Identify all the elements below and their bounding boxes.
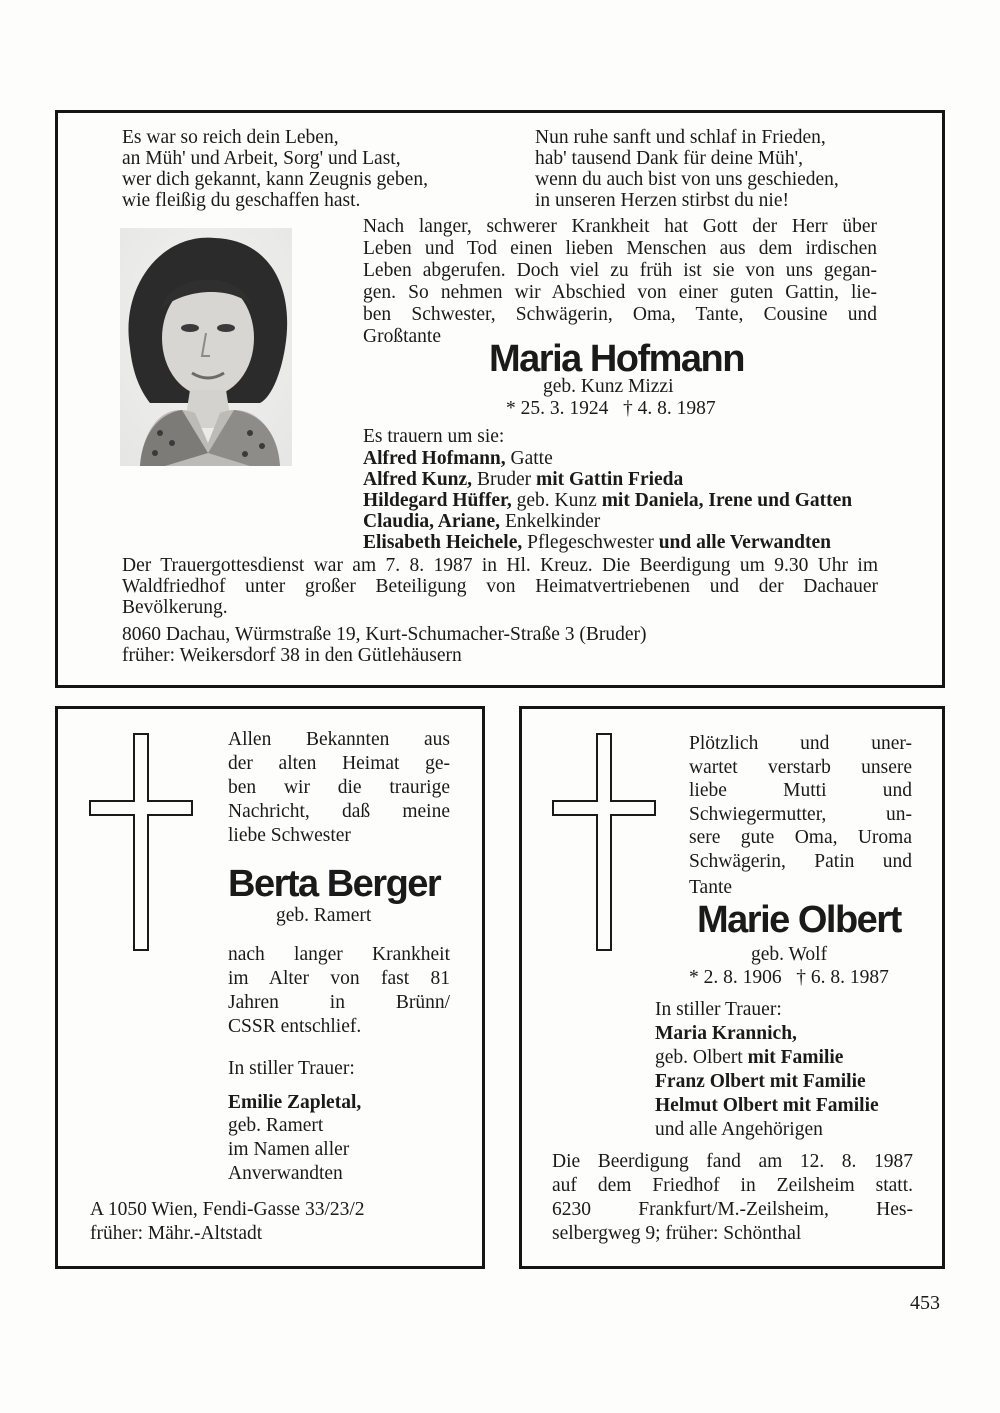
text-line: ben Schwester, Schwägerin, Oma, Tante, Cousine und bbox=[363, 304, 877, 325]
text-line: der alten Heimat ge- bbox=[228, 753, 450, 774]
text-run: mit Familie bbox=[747, 1047, 844, 1068]
text-line: gen. So nehmen wir Abschied von einer guten Gattin, lie- bbox=[363, 282, 877, 303]
text-line: auf dem Friedhof in Zeilsheim statt. bbox=[552, 1175, 913, 1196]
deceased-name: Berta Berger bbox=[228, 863, 441, 905]
text-line: liebe Mutti und bbox=[689, 780, 912, 802]
birth-name: geb. Ramert bbox=[276, 905, 372, 926]
life-dates: * 2. 8. 1906 † 6. 8. 1987 bbox=[689, 967, 889, 988]
text-line: selbergweg 9; früher: Schönthal bbox=[552, 1223, 802, 1244]
text-line: Anverwandten bbox=[228, 1163, 343, 1184]
text-line: ben wir die traurige bbox=[228, 777, 450, 798]
mourning-intro: In stiller Trauer: bbox=[655, 999, 782, 1020]
cross-icon bbox=[88, 733, 194, 951]
text-line: an Müh' und Arbeit, Sorg' und Last, bbox=[122, 148, 401, 169]
text-run: Elisabeth Heichele, bbox=[363, 532, 523, 553]
text-run: geb. Olbert bbox=[655, 1047, 748, 1068]
text-run: Claudia, Ariane, bbox=[363, 511, 501, 532]
text-line: Allen Bekannten aus bbox=[228, 729, 450, 750]
text-line: wer dich gekannt, kann Zeugnis geben, bbox=[122, 169, 428, 190]
text-line: Tante bbox=[689, 877, 733, 898]
text-line: wie fleißig du geschaffen hast. bbox=[122, 190, 361, 211]
text-line: Leben und Tod einen lieben Menschen aus dem irdischen bbox=[363, 238, 877, 259]
text-line: wenn du auch bist von uns geschieden, bbox=[535, 169, 839, 190]
text-line: liebe Schwester bbox=[228, 825, 351, 846]
text-line: Schwiegermutter, un- bbox=[689, 803, 912, 825]
mourning-intro: In stiller Trauer: bbox=[228, 1058, 355, 1079]
text-line: früher: Weikersdorf 38 in den Gütlehäusern bbox=[122, 645, 462, 666]
text-run: und alle Verwandten bbox=[658, 532, 831, 553]
text-line: wartet verstarb unsere bbox=[689, 756, 912, 778]
portrait-photo bbox=[120, 228, 292, 466]
mourner-name: Maria Krannich, bbox=[655, 1023, 797, 1044]
text-line: im Namen aller bbox=[228, 1139, 350, 1160]
text-run: Enkelkinder bbox=[500, 511, 601, 532]
text-line: Schwägerin, Patin und bbox=[689, 851, 912, 872]
text-line: Nachricht, daß meine bbox=[228, 801, 450, 822]
birth-name: geb. Wolf bbox=[751, 944, 828, 965]
text-run: Alfred Kunz, bbox=[363, 469, 473, 490]
text-line: geb. Ramert bbox=[228, 1115, 324, 1136]
text-line: im Alter von fast 81 bbox=[228, 968, 450, 989]
text-line: Waldfriedhof unter großer Beteiligung von Heimatvertriebenen und der Dachauer bbox=[122, 576, 878, 597]
mourners-intro: Es trauern um sie: bbox=[363, 426, 505, 447]
text-line: nach langer Krankheit bbox=[228, 944, 450, 965]
text-line: Großtante bbox=[363, 326, 441, 347]
text-line: sere gute Oma, Uroma bbox=[689, 827, 912, 849]
mourner-line: Helmut Olbert mit Familie bbox=[655, 1095, 879, 1116]
birth-name: geb. Kunz Mizzi bbox=[543, 376, 674, 397]
mourner-line bbox=[363, 469, 683, 491]
text-line: CSSR entschlief. bbox=[228, 1016, 362, 1037]
text-line: A 1050 Wien, Fendi-Gasse 33/23/2 bbox=[90, 1199, 365, 1220]
text-run: Bruder bbox=[472, 469, 536, 490]
text-run: Gatte bbox=[505, 448, 553, 469]
mourner-line: und alle Angehörigen bbox=[655, 1119, 823, 1140]
text-line: Plötzlich und uner- bbox=[689, 733, 912, 754]
text-run: Hildegard Hüffer, bbox=[363, 490, 512, 511]
text-line: Jahren in Brünn/ bbox=[228, 992, 450, 1013]
text-run: mit Daniela, Irene und Gatten bbox=[601, 490, 853, 511]
text-line: Bevölkerung. bbox=[122, 597, 228, 618]
text-line: Nun ruhe sanft und schlaf in Frieden, bbox=[535, 127, 826, 148]
text-line: Der Trauergottesdienst war am 7. 8. 1987 in Hl. Kreuz. Die Beerdigung um 9.30 Uhr im bbox=[122, 555, 878, 576]
mourner-line bbox=[655, 1047, 843, 1069]
mourner-line bbox=[363, 490, 852, 512]
mourner-line: Franz Olbert mit Familie bbox=[655, 1071, 866, 1092]
cross-icon bbox=[551, 733, 657, 951]
text-line: in unseren Herzen stirbst du nie! bbox=[535, 190, 789, 211]
text-line: 6230 Frankfurt/M.-Zeilsheim, Hes- bbox=[552, 1199, 913, 1220]
text-line: Die Beerdigung fand am 12. 8. 1987 bbox=[552, 1151, 913, 1172]
text-line: 8060 Dachau, Würmstraße 19, Kurt-Schumacher-Straße 3 (Bruder) bbox=[122, 624, 647, 645]
mourner-line bbox=[363, 448, 553, 470]
text-line: früher: Mähr.-Altstadt bbox=[90, 1223, 263, 1244]
life-dates: * 25. 3. 1924 † 4. 8. 1987 bbox=[506, 398, 716, 419]
text-line: Leben abgerufen. Doch viel zu früh ist sie von uns gegan- bbox=[363, 260, 877, 281]
page-number: 453 bbox=[910, 1292, 940, 1314]
text-run: Alfred Hofmann, bbox=[363, 448, 506, 469]
mourner-line bbox=[363, 511, 600, 533]
mourner-line bbox=[363, 532, 831, 554]
text-run: geb. Kunz bbox=[511, 490, 602, 511]
text-run: mit Gattin Frieda bbox=[535, 469, 684, 490]
text-run: Pflegeschwester bbox=[522, 532, 659, 553]
text-line: Es war so reich dein Leben, bbox=[122, 127, 339, 148]
text-line: hab' tausend Dank für deine Müh', bbox=[535, 148, 804, 169]
deceased-name: Maria Hofmann bbox=[489, 338, 744, 380]
deceased-name: Marie Olbert bbox=[697, 899, 901, 941]
text-line: Nach langer, schwerer Krankheit hat Gott der Herr über bbox=[363, 216, 877, 237]
mourner-name: Emilie Zapletal, bbox=[228, 1092, 362, 1113]
